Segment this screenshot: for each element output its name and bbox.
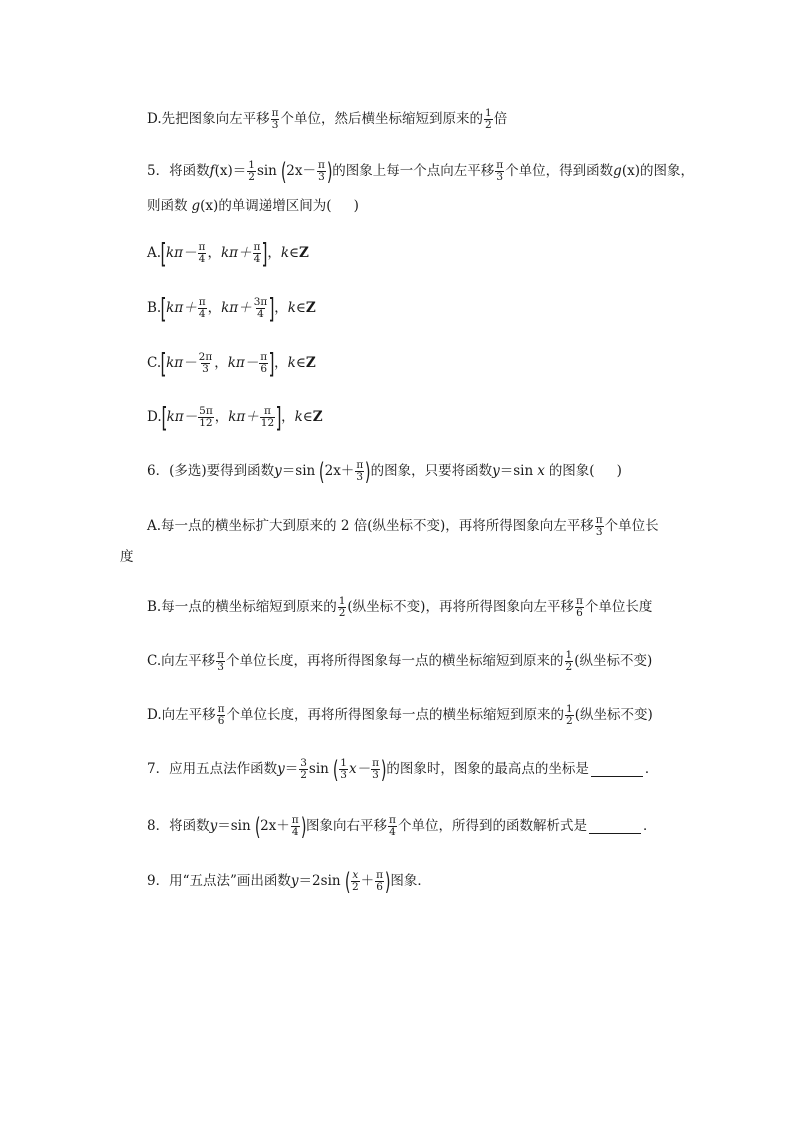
numerator: π: [271, 107, 279, 119]
denominator: 4: [291, 826, 299, 839]
option-text: D.向左平移: [147, 707, 216, 724]
fraction-one-half: [484, 108, 493, 132]
left-bracket: [: [160, 347, 167, 380]
func-arg: (x): [200, 198, 219, 214]
separator: ，: [214, 409, 229, 426]
numerator: x: [352, 869, 359, 882]
denominator: 12: [199, 417, 213, 430]
fraction: [253, 297, 269, 321]
denominator: 4: [389, 826, 396, 839]
denominator: 3: [318, 171, 325, 184]
interval-right: kπ＋: [220, 245, 252, 262]
numerator: π: [253, 241, 261, 254]
fraction-pi-over-3: [317, 160, 326, 184]
numerator: 1: [338, 595, 346, 607]
element-of: ∈: [289, 245, 300, 262]
denominator: 2: [248, 171, 255, 184]
separator: ，: [214, 355, 228, 372]
option-label: A.: [147, 245, 162, 262]
separator: ，: [267, 245, 281, 262]
right-bracket: ]: [275, 401, 282, 434]
var-x: x: [537, 463, 545, 480]
numerator: π: [217, 649, 225, 661]
denominator: 3: [202, 363, 209, 376]
denominator: 3: [595, 526, 603, 539]
fraction-three-halves: [299, 758, 308, 782]
left-paren: (: [319, 458, 325, 486]
option-text: 个单位长度，再将所得图象每一点的横坐标缩短到原来的: [226, 653, 564, 670]
left-bracket: [: [160, 292, 167, 325]
text: 先把图象向左平移: [161, 111, 270, 128]
var-y: y: [290, 873, 299, 890]
text: (多选)要得到函数: [169, 463, 275, 480]
interval-right: kπ＋: [221, 300, 252, 317]
option-text: B.每一点的横坐标缩短到原来的: [147, 599, 337, 616]
fraction-pi-over-4: [291, 815, 300, 839]
question-number: 8．: [147, 818, 170, 835]
q5-stem-line1: [147, 160, 694, 184]
fraction-one-third: [339, 758, 348, 782]
fraction-one-half: [338, 596, 347, 620]
numerator: π: [198, 241, 206, 254]
func-arg: (x): [621, 163, 640, 180]
q6-stem: [147, 460, 622, 484]
equals-sin: ＝sin: [499, 463, 534, 480]
numerator: π: [575, 595, 583, 607]
text: 个单位，得到函数: [505, 163, 614, 180]
denominator: 6: [217, 715, 225, 728]
k: k: [280, 245, 290, 262]
numerator: 3π: [253, 296, 268, 309]
var-y: y: [492, 463, 500, 480]
numerator: 1: [565, 649, 573, 661]
text: 的图象，只要将函数: [370, 463, 493, 480]
interval-left: kπ－: [166, 355, 197, 372]
fraction-one-half: [565, 650, 574, 674]
text: 倍: [493, 111, 508, 128]
text: 则函数: [147, 198, 188, 214]
period: ．: [644, 761, 659, 778]
inner-expr: 2x－: [286, 163, 316, 180]
separator: ，: [274, 300, 288, 317]
text: ): [616, 463, 622, 480]
separator: ，: [207, 245, 221, 262]
left-paren: (: [344, 868, 351, 896]
numerator: 5π: [199, 405, 213, 418]
left-bracket: [: [160, 237, 167, 270]
integers: Z: [305, 355, 316, 372]
answer-blank[interactable]: [589, 821, 641, 834]
numerator: π: [317, 159, 325, 172]
q6-option-b[interactable]: [147, 596, 652, 620]
text: 的图象(: [548, 463, 595, 480]
option-text: A.每一点的横坐标扩大到原来的 2 倍(纵坐标不变)，再将所得图象向左平移: [147, 518, 594, 535]
numerator: 1: [340, 757, 347, 770]
interval-left: kπ＋: [166, 300, 197, 317]
right-bracket: ]: [268, 347, 275, 380]
denominator: 12: [260, 417, 275, 430]
fraction-pi-over-3: [595, 515, 604, 539]
denominator: 4: [257, 308, 264, 321]
func-f: f: [209, 163, 215, 180]
integers: Z: [312, 409, 323, 426]
q9-stem: [147, 870, 431, 894]
option-label: C.: [147, 355, 162, 372]
denominator: 2: [566, 715, 573, 728]
left-bracket: [: [161, 401, 168, 434]
fraction: [253, 242, 262, 266]
denominator: 2: [351, 881, 359, 894]
question-number: 9．: [147, 873, 170, 890]
inner-expr: x－: [348, 761, 371, 778]
option-text: (纵坐标不变)，再将所得图象向左平移: [347, 599, 574, 616]
separator: ，: [281, 409, 295, 426]
denominator: 3: [356, 471, 364, 484]
q8-stem: [147, 815, 656, 839]
interval-left: kπ－: [166, 409, 198, 426]
q5-option-c[interactable]: [147, 347, 316, 380]
numerator: π: [264, 405, 271, 418]
right-paren: ): [384, 868, 391, 896]
fraction-x-over-2: [351, 870, 360, 894]
integers: Z: [299, 245, 309, 262]
numerator: π: [198, 296, 206, 309]
numerator: 1: [248, 159, 255, 172]
plus: ＋: [360, 873, 375, 890]
denominator: 4: [198, 308, 206, 321]
fraction: [198, 242, 207, 266]
option-text: 个单位长度: [584, 599, 653, 616]
fraction: [198, 352, 214, 376]
denominator: 3: [271, 119, 279, 132]
text: 将函数: [169, 818, 210, 835]
text: 个单位，所得到的函数解析式是: [397, 818, 587, 835]
q5-option-a[interactable]: [147, 237, 309, 270]
denominator: 3: [340, 769, 347, 782]
equals: ＝: [284, 761, 299, 778]
option-text: C.向左平移: [147, 653, 216, 670]
var-y: y: [274, 463, 282, 480]
fraction-pi-over-3: [371, 758, 380, 782]
text: 应用五点法作函数: [169, 761, 278, 778]
denominator: 2: [300, 769, 307, 782]
equals-sin: ＝sin: [281, 463, 316, 480]
numerator: 1: [566, 703, 573, 715]
text: ): [353, 198, 359, 214]
denominator: 2: [485, 119, 492, 132]
denominator: 4: [253, 253, 261, 266]
denominator: 6: [576, 607, 583, 620]
element-of: ∈: [295, 355, 306, 372]
fraction-pi-over-4: [388, 815, 397, 839]
option-text: (纵坐标不变): [574, 707, 653, 724]
option-text: 个单位长: [604, 518, 659, 535]
right-paren: ): [380, 756, 387, 784]
fraction: [259, 352, 268, 376]
func-arg: (x): [214, 163, 233, 180]
fraction: [198, 406, 214, 430]
numerator: π: [356, 459, 364, 472]
text: 个单位，然后横坐标缩短到原来的: [280, 111, 484, 128]
text: 的单调递增区间为(: [218, 198, 332, 214]
denominator: 3: [372, 769, 379, 782]
fraction-pi-over-3: [216, 650, 225, 674]
numerator: π: [389, 814, 396, 827]
q6-option-c[interactable]: [147, 650, 652, 674]
numerator: π: [260, 351, 268, 364]
question-number: 7．: [147, 761, 170, 778]
denominator: 4: [198, 253, 206, 266]
left-paren: (: [332, 756, 339, 784]
fraction: [260, 406, 275, 430]
sin: sin: [256, 163, 277, 180]
right-bracket: ]: [268, 292, 275, 325]
question-number: 5．: [147, 163, 170, 180]
numerator: π: [376, 869, 384, 882]
element-of: ∈: [302, 409, 313, 426]
k: k: [287, 355, 296, 372]
numerator: 1: [485, 107, 492, 119]
text: 图象向右平移: [306, 818, 388, 835]
numerator: π: [496, 159, 504, 172]
denominator: 2: [565, 661, 573, 674]
q5-option-d[interactable]: [147, 401, 323, 434]
denominator: 3: [217, 661, 224, 674]
separator: ，: [207, 300, 222, 317]
fraction-pi-over-6: [375, 870, 384, 894]
q6-option-d[interactable]: [147, 704, 653, 728]
text: 图象．: [390, 873, 431, 890]
option-text: 个单位长度，再将所得图象每一点的横坐标缩短到原来的: [226, 707, 565, 724]
text: 将函数: [169, 163, 210, 180]
option-text: (纵坐标不变): [574, 653, 653, 670]
fraction-pi-over-6: [575, 596, 584, 620]
numerator: π: [291, 814, 299, 827]
inner-expr: 2x＋: [260, 818, 290, 835]
option-text: 度: [120, 549, 134, 565]
interval-right: kπ－: [227, 355, 259, 372]
q4-option-d: [147, 108, 507, 132]
q5-option-b[interactable]: [147, 292, 316, 325]
fraction-pi-over-6: [217, 704, 226, 728]
var-y: y: [209, 818, 218, 835]
fraction-one-half: [565, 704, 574, 728]
denominator: 6: [260, 363, 268, 376]
numerator: π: [217, 703, 225, 715]
right-bracket: ]: [261, 237, 268, 270]
q6-option-a[interactable]: [147, 515, 659, 539]
fraction: [198, 297, 207, 321]
interval-left: kπ－: [165, 245, 197, 262]
interval-right: kπ＋: [228, 409, 259, 426]
numerator: π: [595, 514, 603, 526]
fraction-pi-over-3: [271, 108, 280, 132]
equals-sin: ＝2sin: [298, 873, 341, 890]
period: ．: [642, 818, 657, 835]
denominator: 2: [338, 607, 346, 620]
denominator: 3: [496, 171, 504, 184]
k: k: [287, 300, 296, 317]
text: 的图象上每一个点向左平移: [332, 163, 495, 180]
option-label: B.: [147, 300, 162, 317]
fraction-pi-over-3: [495, 160, 504, 184]
right-paren: ): [300, 813, 307, 841]
sin: sin: [308, 761, 329, 778]
right-paren: ): [326, 158, 333, 186]
func-g: g: [613, 163, 622, 180]
fraction-one-half: [247, 160, 256, 184]
numerator: 3: [300, 757, 307, 770]
text: 的图象，: [639, 163, 694, 180]
q6-option-a-cont: [120, 551, 134, 565]
option-label: D.: [147, 409, 162, 426]
equals: ＝: [232, 163, 247, 180]
answer-blank[interactable]: [591, 764, 643, 777]
fraction-pi-over-3: [355, 460, 364, 484]
left-paren: (: [280, 158, 287, 186]
q7-stem: [147, 758, 658, 782]
question-number: 6．: [147, 463, 170, 480]
numerator: 2π: [198, 351, 213, 364]
left-paren: (: [254, 813, 261, 841]
inner-expr: 2x＋: [324, 463, 355, 480]
element-of: ∈: [295, 300, 306, 317]
text: 用“五点法”画出函数: [169, 873, 291, 890]
integers: Z: [305, 300, 316, 317]
denominator: 6: [376, 881, 383, 894]
text: 的图象时，图象的最高点的坐标是: [386, 761, 589, 778]
func-g: g: [191, 198, 201, 214]
numerator: π: [372, 757, 379, 770]
k: k: [294, 409, 303, 426]
separator: ，: [274, 355, 288, 372]
right-paren: ): [365, 458, 371, 486]
equals-sin: ＝sin: [217, 818, 251, 835]
var-y: y: [277, 761, 285, 778]
q5-stem-line2: [147, 200, 359, 214]
option-label: D.: [147, 111, 162, 128]
